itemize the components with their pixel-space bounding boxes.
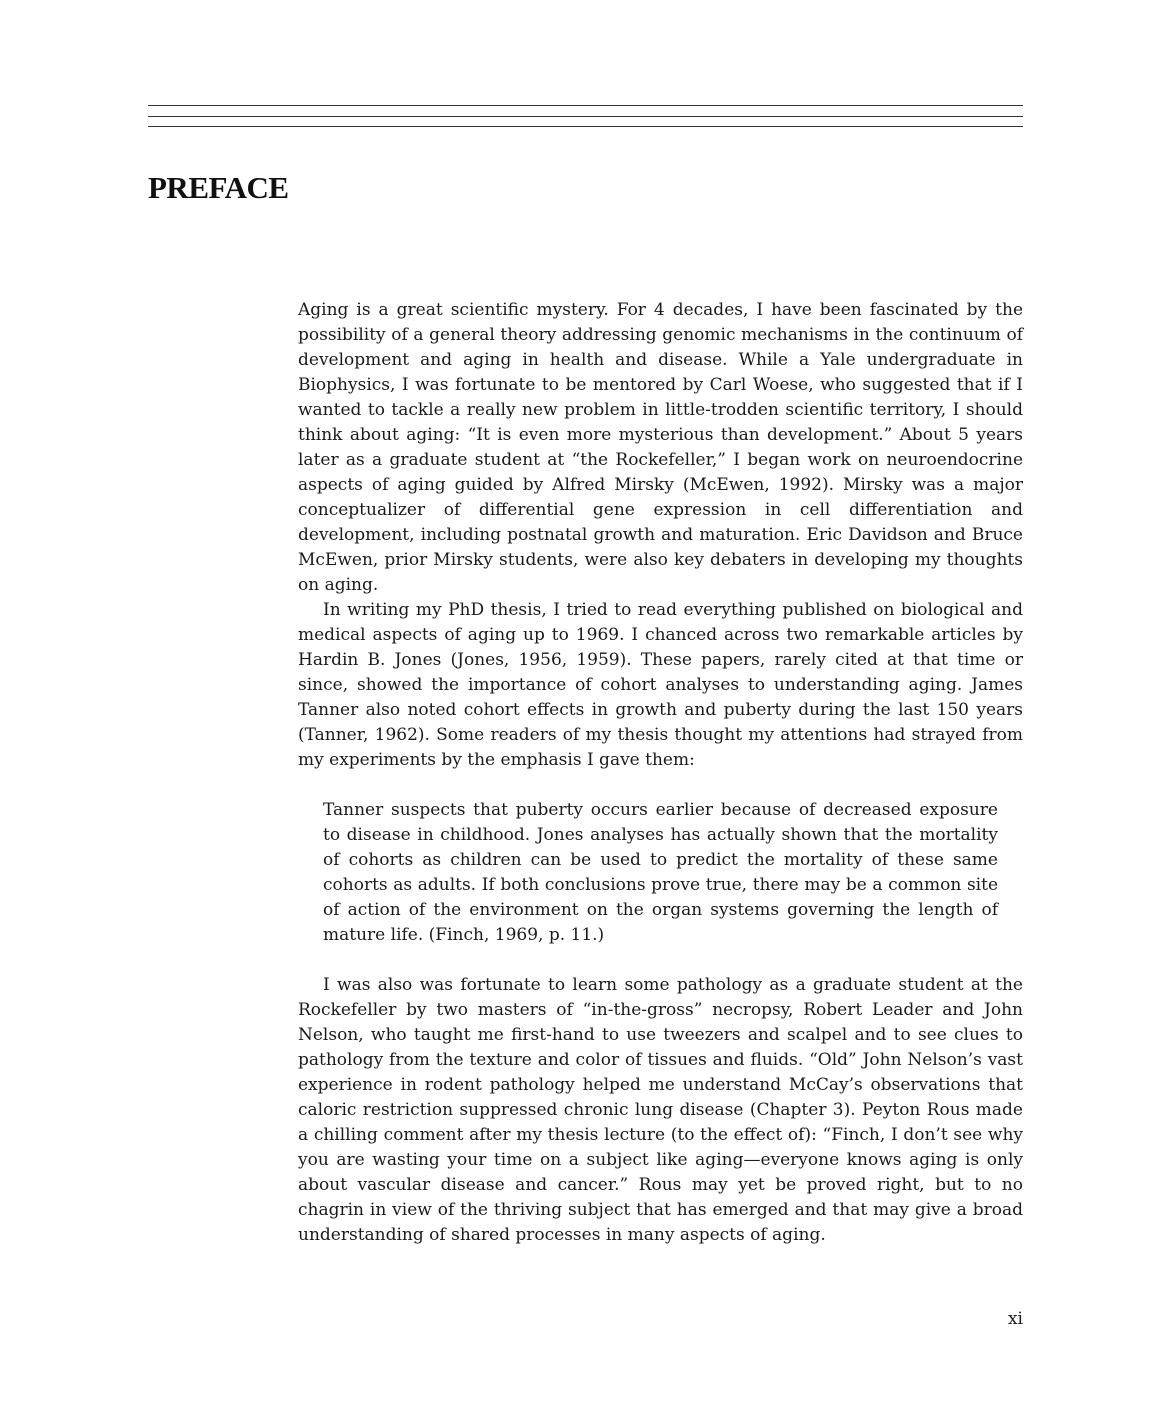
header-rule-top [148,105,1023,106]
header-rule-middle [148,116,1023,117]
preface-body [298,298,1023,1248]
chapter-title: PREFACE [148,170,289,205]
block-quote: Tanner suspects that puberty occurs earlier because of decreased exposure to disease in childhood. Jones analyses has actually shown that the mortality of cohorts as children can be used to predict the mortality of these same cohorts as adults. If both conclusions prove true, there may be a common site of action of the environment on the organ systems governing the length of mature life. (Finch, 1969, p. 11.) [323,800,998,945]
paragraph-1: Aging is a great scientific mystery. For 4 decades, I have been fascinated by the possibility of a general theory addressing genomic mechanisms in the continuum of development and aging in health and disease. While a Yale undergraduate in Biophysics, I was fortunate to be mentored by Carl Woese, who suggested that if I wanted to tackle a really new problem in little-trodden scientific territory, I should think about aging: “It is even more mysterious than development.” About 5 years later as a graduate student at “the Rockefeller,” I began work on neuroendocrine aspects of aging guided by Alfred Mirsky (McEwen, 1992). Mirsky was a major conceptualizer of differential gene expression in cell differentiation and development, including postnatal growth and maturation. Eric Davidson and Bruce McEwen, prior Mirsky students, were also key debaters in developing my thoughts on aging. [298,300,1023,595]
page-number: xi [1007,1309,1023,1329]
paragraph-3: I was also was fortunate to learn some pathology as a graduate student at the Rockefeller by two masters of “in-the-gross” necropsy, Robert Leader and John Nelson, who taught me first-hand to use tweezers and scalpel and to see clues to pathology from the texture and color of tissues and fluids. “Old” John Nelson’s vast experience in rodent pathology helped me understand McCay’s observations that caloric restriction suppressed chronic lung disease (Chapter 3). Peyton Rous made a chilling comment after my thesis lecture (to the effect of): “Finch, I don’t see why you are wasting your time on a subject like aging—everyone knows aging is only about vascular disease and cancer.” Rous may yet be proved right, but to no chagrin in view of the thriving subject that has emerged and that may give a broad understanding of shared processes in many aspects of aging. [298,975,1023,1245]
header-rule-bottom [148,126,1023,127]
paragraph-2: In writing my PhD thesis, I tried to read everything published on biological and medical aspects of aging up to 1969. I chanced across two remarkable articles by Hardin B. Jones (Jones, 1956, 1959). These papers, rarely cited at that time or since, showed the importance of cohort analyses to understanding aging. James Tanner also noted cohort effects in growth and puberty during the last 150 years (Tanner, 1962). Some readers of my thesis thought my attentions had strayed from my experiments by the emphasis I gave them: [298,600,1023,770]
